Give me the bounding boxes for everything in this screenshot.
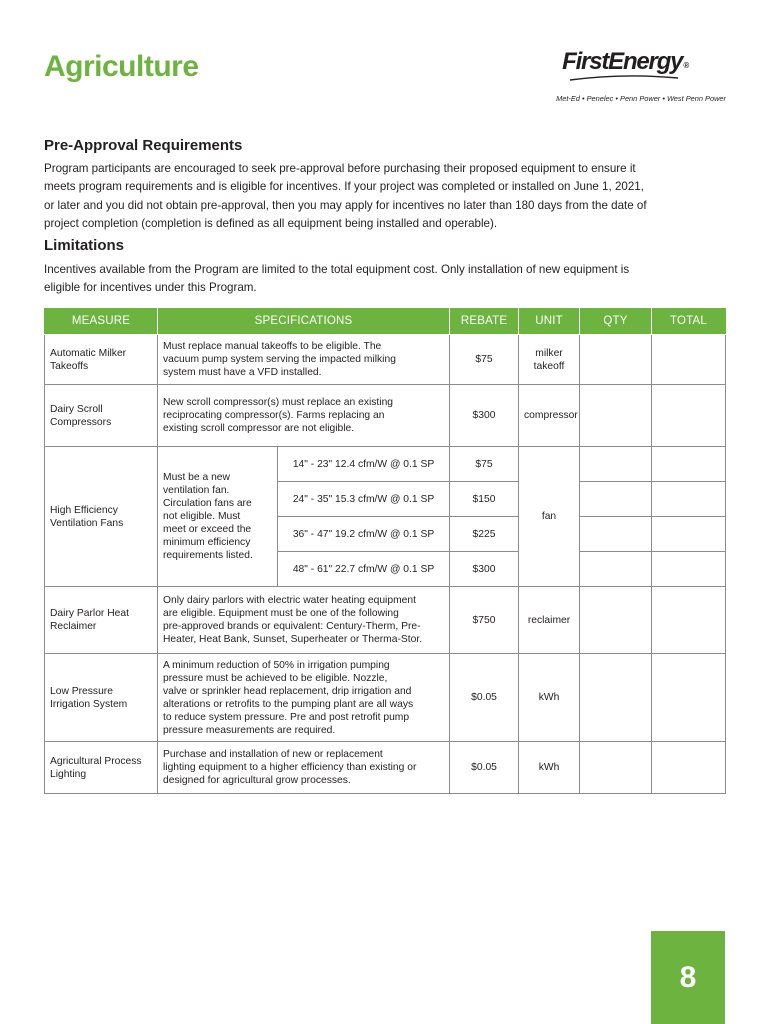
paragraph-line: meets program requirements and is eligible for incentives. If your project was completed or installed on June 1, 2021, xyxy=(44,180,644,194)
measure-cell: Agricultural Process Lighting xyxy=(45,742,158,794)
specification-cell: Purchase and installation of new or replacement lighting equipment to a higher efficiency than existing or designed for agricultural grow processes. xyxy=(158,742,450,794)
measure-cell: Automatic Milker Takeoffs xyxy=(45,335,158,385)
pre-approval-heading: Pre-Approval Requirements xyxy=(44,137,243,154)
paragraph-line: eligible for incentives under this Program. xyxy=(44,281,257,295)
rebate-cell: $75 xyxy=(450,335,519,385)
unit-cell: kWh xyxy=(519,654,580,742)
qty-input-cell[interactable] xyxy=(580,335,652,385)
limitations-heading: Limitations xyxy=(44,237,125,254)
total-input-cell[interactable] xyxy=(652,587,726,654)
paragraph-line: Incentives available from the Program are limited to the total equipment cost. Only installation of new equipment is xyxy=(44,263,630,276)
logo-wordmark: FirstEnergy® xyxy=(562,48,688,75)
fan-size-spec-cell: 48" - 61" 22.7 cfm/W @ 0.1 SP xyxy=(278,552,450,587)
col-header-rebate: REBATE xyxy=(450,309,519,335)
measure-cell: High Efficiency Ventilation Fans xyxy=(45,447,158,587)
qty-input-cell[interactable] xyxy=(580,385,652,447)
specification-cell: Only dairy parlors with electric water heating equipment are eligible. Equipment must be one of the following pre-approved brands or equivalent: Century-Therm, Pre- Heater, Heat Bank, Sunset, Superheater or Therma-Stor. xyxy=(158,587,450,654)
paragraph-line: or later and you did not obtain pre-approval, then you may apply for incentives no later than 180 days from the date of xyxy=(44,198,647,212)
col-header-total: TOTAL xyxy=(652,309,726,335)
pre-approval-paragraph xyxy=(44,160,714,234)
table-row xyxy=(45,335,726,385)
total-input-cell[interactable] xyxy=(652,517,726,552)
qty-input-cell[interactable] xyxy=(580,587,652,654)
specification-cell: A minimum reduction of 50% in irrigation pumping pressure must be achieved to be eligible. Nozzle, valve or sprinkler head replacement, drip irrigation and alterations or retrofits to the pumping plant are all ways to reduce system pressure. Pre and post retrofit pump pressure measurements are required. xyxy=(158,654,450,742)
total-input-cell[interactable] xyxy=(652,447,726,482)
total-input-cell[interactable] xyxy=(652,742,726,794)
qty-input-cell[interactable] xyxy=(580,742,652,794)
qty-input-cell[interactable] xyxy=(580,517,652,552)
unit-cell: fan xyxy=(519,447,580,587)
table-row xyxy=(45,587,726,654)
unit-cell: compressor xyxy=(519,385,580,447)
unit-cell: reclaimer xyxy=(519,587,580,654)
col-header-measure: MEASURE xyxy=(45,309,158,335)
rebate-cell: $225 xyxy=(450,517,519,552)
page-number: 8 xyxy=(679,960,697,994)
total-input-cell[interactable] xyxy=(652,552,726,587)
rebate-cell: $0.05 xyxy=(450,654,519,742)
rebate-cell: $75 xyxy=(450,447,519,482)
paragraph-line: project completion (completion is defined as all equipment being installed and operable). xyxy=(44,217,498,231)
measure-cell: Dairy Scroll Compressors xyxy=(45,385,158,447)
unit-cell: milker takeoff xyxy=(519,335,580,385)
incentive-table xyxy=(44,308,726,794)
specification-cell: New scroll compressor(s) must replace an existing reciprocating compressor(s). Farms replacing an existing scroll compressor are not eligible. xyxy=(158,385,450,447)
logo-subsidiaries: Met-Ed • Penelec • Penn Power • West Penn Power xyxy=(556,94,726,103)
paragraph-line: Program participants are encouraged to seek pre-approval before purchasing their proposed equipment to ensure it xyxy=(44,162,636,175)
firstenergy-logo xyxy=(540,48,730,106)
unit-cell: kWh xyxy=(519,742,580,794)
rebate-cell: $300 xyxy=(450,385,519,447)
rebate-cell: $0.05 xyxy=(450,742,519,794)
limitations-paragraph xyxy=(44,261,714,298)
table-header-row xyxy=(45,309,726,335)
table-row xyxy=(45,742,726,794)
measure-cell: Low Pressure Irrigation System xyxy=(45,654,158,742)
table-row xyxy=(45,654,726,742)
specification-cell: Must be a new ventilation fan. Circulation fans are not eligible. Must meet or exceed the minimum efficiency requirements listed. xyxy=(158,447,278,587)
page-title: Agriculture xyxy=(44,50,199,83)
qty-input-cell[interactable] xyxy=(580,482,652,517)
fan-size-spec-cell: 24" - 35" 15.3 cfm/W @ 0.1 SP xyxy=(278,482,450,517)
fan-size-spec-cell: 14" - 23" 12.4 cfm/W @ 0.1 SP xyxy=(278,447,450,482)
total-input-cell[interactable] xyxy=(652,654,726,742)
qty-input-cell[interactable] xyxy=(580,447,652,482)
qty-input-cell[interactable] xyxy=(580,552,652,587)
measure-cell: Dairy Parlor Heat Reclaimer xyxy=(45,587,158,654)
page-number-tab xyxy=(651,931,725,1024)
table-row xyxy=(45,447,726,482)
logo-swoosh-icon xyxy=(570,75,678,81)
total-input-cell[interactable] xyxy=(652,385,726,447)
col-header-qty: QTY xyxy=(580,309,652,335)
total-input-cell[interactable] xyxy=(652,335,726,385)
rebate-cell: $300 xyxy=(450,552,519,587)
col-header-unit: UNIT xyxy=(519,309,580,335)
specification-cell: Must replace manual takeoffs to be eligible. The vacuum pump system serving the impacted milking system must have a VFD installed. xyxy=(158,335,450,385)
total-input-cell[interactable] xyxy=(652,482,726,517)
table-row xyxy=(45,385,726,447)
rebate-cell: $150 xyxy=(450,482,519,517)
rebate-cell: $750 xyxy=(450,587,519,654)
col-header-specifications: SPECIFICATIONS xyxy=(158,309,450,335)
qty-input-cell[interactable] xyxy=(580,654,652,742)
fan-size-spec-cell: 36" - 47" 19.2 cfm/W @ 0.1 SP xyxy=(278,517,450,552)
